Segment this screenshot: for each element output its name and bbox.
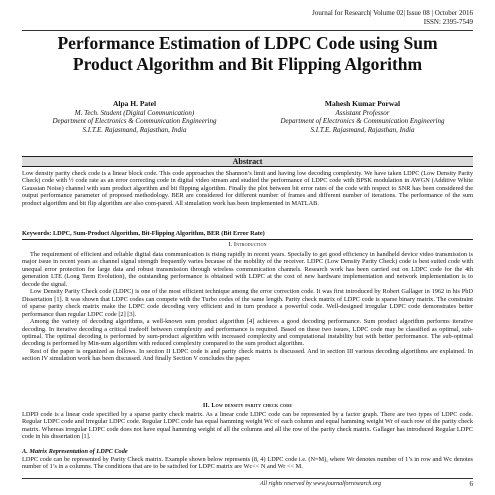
paragraph: Among the variety of decoding algorithms, a well-known sum product algorithm [4] achieves a good decoding performance. Sum product algorithm performs iterative decoding. In iterative decoding a critical tradeoff between complexity and performance is required. Based on these two issues, LDPC code may be classified as optimal, sub-optimal. The optimal decoding is performed by sum-product algorithm with increased complexity and computational instability but with better performance. The sub-optimal decoding is performed by Min-sum algorithm with reduced complexity compared to the sum product algorithm. [22, 318, 473, 348]
paragraph: LDPC code can be represented by Parity Check matrix. Example shown below represents (8, 4) LDPC code i.e. (N=M), where Wr denotes number of 1’s in row and Wc denotes number of 1’s in a columns. The conditions that are to be satisfied for LDPC matrix are Wc<< N and Wr << M. [22, 456, 473, 471]
journal-header-line-1: Journal for Research| Volume 02| Issue 08 | October 2016 [312, 9, 473, 17]
author-department: Department of Electronics & Communication Engineering [52, 117, 217, 126]
abstract-text: Low density parity check code is a linear block code. This code approaches the Shannon’s limit and having low decoding complexity. We have taken LDPC (Low Density Parity Check) code with ½ code rate as an error correcting code in digital video stream and studied the performance of LDPC code with BPSK modulation in AWGN (Additive White Gaussian Noise) channel with sum product algorithm and bit flipping algorithm. Finally the plot between bit error rates of the code with respect to SNR has been considered the output performance parameter of proposed methodology. BER are considered for different number of frames and different number of iterations. The performance of the sum product algorithm and bit flip algorithm are also com-pared. All simulation work has been implemented in MATLAB. [22, 170, 473, 207]
paragraph: LDPD code is a linear code specified by a sparse parity check matrix. As a linear code LDPC code can be represented by a factor graph. There are two types of LDPC code. Regular LDPC code and Irregular LDPC code. Regular LDPC code has equal hamming weight Wc of each column and equal hamming weight Wr of each row of the parity check matrix. Whereas irregular LDPC code does not have equal hamming weight of all the columns and all the row of the parity check matrix. Gallager has introduced Regular LDPC code in his dissertation [1]. [22, 411, 473, 441]
paragraph: The requirement of efficient and reliable digital data communication is rising rapidly in recent years. Specially to get good efficiency in handheld device video transmission is major issue in recent years as channel signal strength frequently varies because of the mobility of the receiver. LDPC (Low Density Parity Check) code is best suited code with unequal error protection for large data and robust transmission through wireless communication channels. Research work has been carried out on LDPC code for the 4th generation LTE (Long Term Evolution), the outstanding performance is obtained with LDPC at the cost of new hardware implementation and network implementation is to decode the signal. [22, 251, 473, 288]
paragraph: Low Density Parity Check code (LDPC) is one of the most efficient technique among the error correction code. It was first introduced by Robert Gallager in 1962 in his PhD Dissertation [1]. It was shown that LDPC codes can compete with the Turbo codes of the same length. Parity check matrix of LDPC code is sparse binary matrix. The constraint of sparse parity check matrix make the LDPC code decoding very efficient and in turn produce a powerful code. Well-designed irregular LDPC code demonstrates better performance than regular LDPC code [2] [3]. [22, 288, 473, 318]
introduction-body [22, 251, 473, 363]
author-name: Alpa H. Patel [112, 99, 157, 108]
subsection-body [22, 456, 473, 471]
ldpc-body [22, 411, 473, 441]
section-heading-introduction: I. Introduction [228, 241, 267, 248]
abstract-heading: Abstract [22, 156, 473, 167]
author-name: Mahesh Kumar Porwal [324, 99, 401, 108]
journal-header-issn: ISSN: 2395-7549 [423, 17, 473, 26]
abstract-divider [22, 239, 473, 240]
author-role: M. Tech. Student (Digital Communication) [74, 108, 195, 117]
paper-title: Performance Estimation of LDPC Code using Sum Product Algorithm and Bit Flipping Algorithm [57, 33, 438, 74]
author-block-1 [22, 100, 247, 134]
footer-divider [22, 478, 473, 479]
author-institute: S.I.T.E. Rajasmand, Rajasthan, India [82, 125, 187, 134]
paragraph: Rest of the paper is organized as follows. In section II LDPC code is and parity check matrix is discussed. And in section III various decoding algorithms are explained. In section IV simulation work has been discussed. And finally Section V concludes the paper. [22, 347, 473, 363]
header-divider [22, 30, 473, 31]
keywords: Keywords: LDPC, Sum-Product Algorithm, Bit-Flipping Algorithm, BER (Bit Error Rate) [22, 230, 265, 237]
footer-text: All rights reserved by www.journalforresearch.org [260, 481, 381, 487]
author-department: Department of Electronics & Communication Engineering [280, 117, 445, 126]
author-role: Assistant Professor [335, 108, 390, 117]
page-number: 6 [469, 480, 473, 488]
journal-header [253, 9, 473, 26]
subsection-heading: A. Matrix Representation of LDPC Code [22, 448, 128, 455]
author-block-2 [250, 100, 475, 134]
author-institute: S.I.T.E. Rajasmand, Rajasthan, India [310, 125, 415, 134]
section-heading-ldpc: II. Low density parity check code [202, 402, 293, 409]
